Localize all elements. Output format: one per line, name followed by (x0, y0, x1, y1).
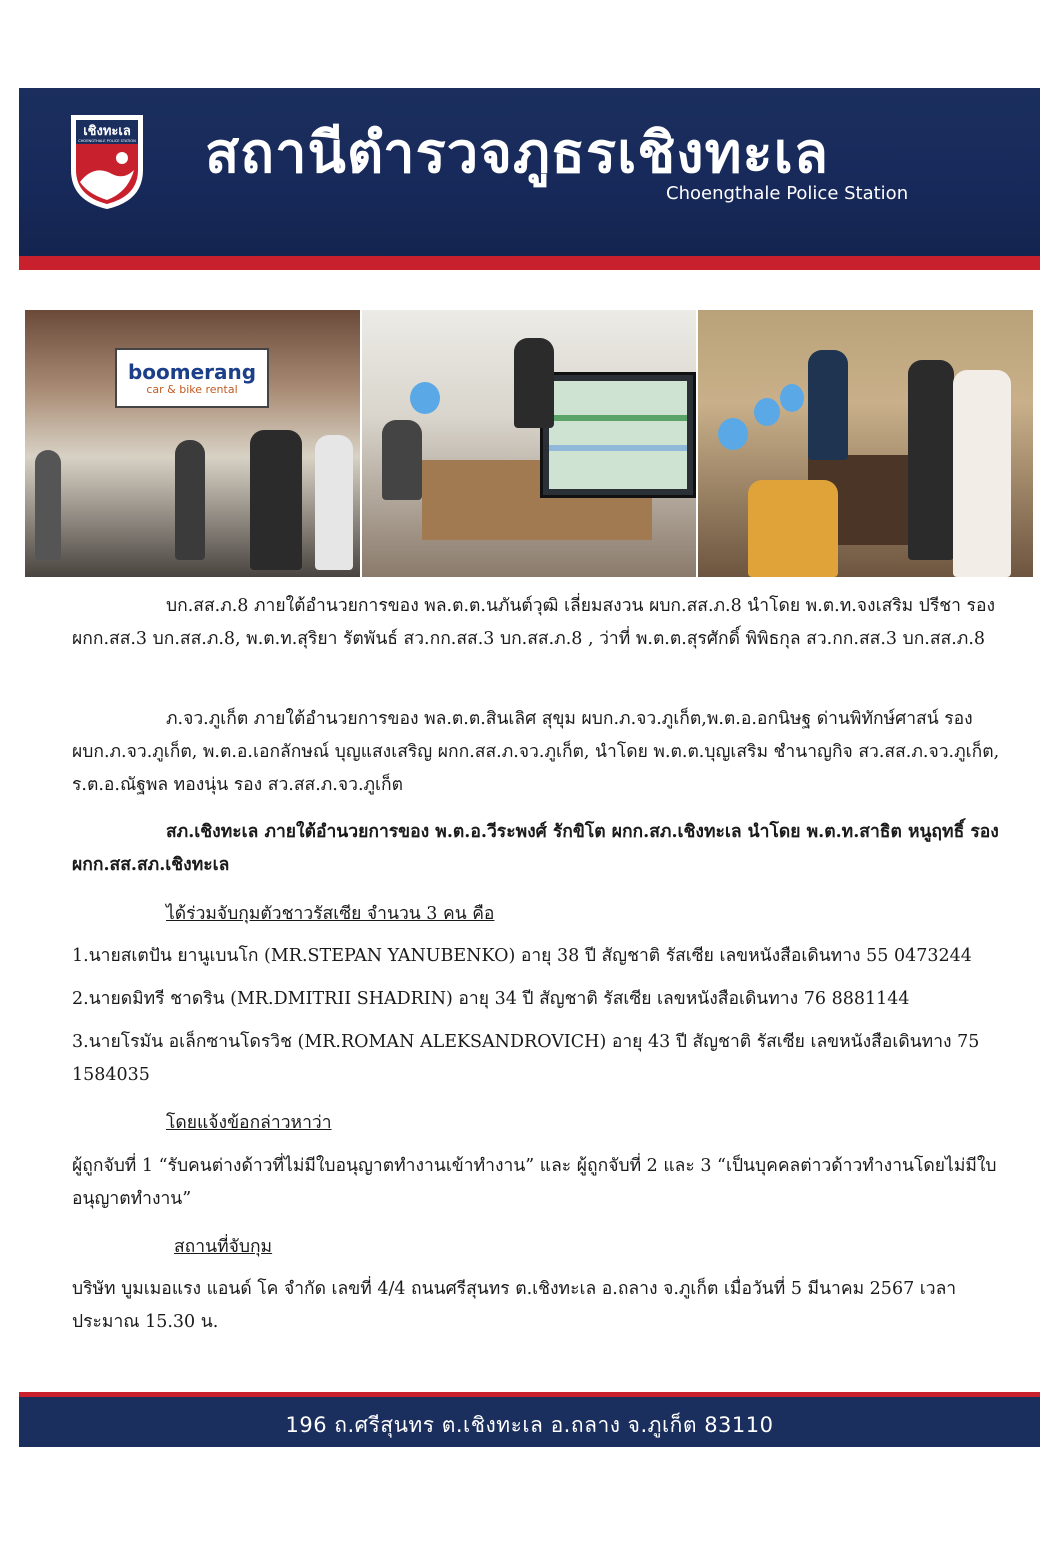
shop-sign-sub: car & bike rental (146, 382, 238, 396)
place-text: บริษัท บูมเมอแรง แอนด์ โค จำกัด เลขที่ 4/4 ถนนศรีสุนทร ต.เชิงทะเล อ.ถลาง จ.ภูเก็ต เมื่อวันที่ 5 มีนาคม 2567 เวลาประมาณ 15.30 น. (72, 1279, 957, 1332)
charge-text: ผู้ถูกจับที่ 1 “รับคนต่างด้าวที่ไม่มีใบอนุญาตทำงานเข้าทำงาน” และ ผู้ถูกจับที่ 2 และ 3 “เป็นบุคคลต่าวด้าวทำงานโดยไม่มีใบอนุญาตทำงาน” (72, 1156, 997, 1209)
paragraph-choengthale: สภ.เชิงทะเล ภายใต้อำนวยการของ พ.ต.อ.วีระพงศ์ รักขิโต ผกก.สภ.เชิงทะเล นำโดย พ.ต.ท.สาธิต หนูฤทธิ์ รอง ผกก.สส.สภ.เชิงทะเล (72, 822, 999, 875)
suspect-1: 1.นายสเตปัน ยานูเบนโก (MR.STEPAN YANUBENKO) อายุ 38 ปี สัญชาติ รัสเซีย เลขหนังสือเดินทาง 55 0473244 (72, 946, 972, 966)
blurred-face-icon (754, 398, 780, 426)
blurred-face-icon (718, 418, 748, 450)
heading-arrest-text: ได้ร่วมจับกุมตัวชาวรัสเซีย จำนวน 3 คน คือ (166, 904, 495, 924)
paragraph-phuket-police: ภ.จว.ภูเก็ต ภายใต้อำนวยการของ พล.ต.ต.สินเลิศ สุขุม ผบก.ภ.จว.ภูเก็ต,พ.ต.อ.อกนิษฐ ด่านพิทักษ์ศาสน์ รอง ผบก.ภ.จว.ภูเก็ต, พ.ต.อ.เอกลักษณ์ บุญแสงเสริญ ผกก.สส.ภ.จว.ภูเก็ต, นำโดย พ.ต.ต.บุญเสริม ชำนาญกิจ สว.สส.ภ.จว.ภูเก็ต, ร.ต.อ.ณัฐพล ทองนุ่น รอง สว.สส.ภ.จว.ภูเก็ต (72, 709, 1000, 795)
heading-place (174, 1231, 774, 1264)
shop-sign (115, 348, 269, 408)
heading-charge (166, 1107, 766, 1140)
photo-interrogation-room (698, 310, 1033, 577)
logo-text: เชิงทะเล (83, 124, 131, 139)
header-stripe-gap (873, 270, 1040, 292)
photo-strip (25, 310, 1033, 577)
suspect-3: 3.นายโรมัน อเล็กซานโดรวิช (MR.ROMAN ALEKSANDROVICH) อายุ 43 ปี สัญชาติ รัสเซีย เลขหนังสือเดินทาง 75 1584035 (72, 1032, 980, 1085)
heading-place-text: สถานที่จับกุม (174, 1237, 273, 1257)
footer-banner (19, 1397, 1040, 1447)
photo-office-computer (362, 310, 697, 577)
heading-arrest (166, 898, 766, 931)
blurred-face-icon (780, 384, 804, 412)
suspect-2: 2.นายดมิทรี ชาดริน (MR.DMITRII SHADRIN) อายุ 34 ปี สัญชาติ รัสเซีย เลขหนังสือเดินทาง 76 8881144 (72, 989, 910, 1009)
heading-charge-text: โดยแจ้งข้อกล่าวหาว่า (166, 1113, 332, 1133)
paragraph-bk-ss: บก.สส.ภ.8 ภายใต้อำนวยการของ พล.ต.ต.นภันต์วุฒิ เลี่ยมสงวน ผบก.สส.ภ.8 นำโดย พ.ต.ท.จงเสริม ปรีชา รอง ผกก.สส.3 บก.สส.ภ.8, พ.ต.ท.สุริยา รัตพันธ์ สว.กก.สส.3 บก.สส.ภ.8 , ว่าที่ พ.ต.ต.สุรศักดิ์ พิพิธกุล สว.กก.สส.3 บก.สส.ภ.8 (72, 596, 995, 649)
header-stripe (19, 256, 1040, 270)
page-subtitle: Choengthale Police Station (666, 183, 909, 204)
page-title: สถานีตำรวจภูธรเชิงทะเล (205, 121, 830, 186)
logo-subtext: CHOENGTHALE POLICE STATION (78, 139, 136, 143)
blurred-face-icon (410, 382, 440, 414)
photo-shop-front (25, 310, 360, 577)
police-station-logo (68, 112, 146, 210)
computer-monitor (540, 372, 696, 498)
shop-sign-brand: boomerang (127, 359, 257, 384)
footer-address: 196 ถ.ศรีสุนทร ต.เชิงทะเล อ.ถลาง จ.ภูเก็ต 83110 (285, 1413, 774, 1437)
